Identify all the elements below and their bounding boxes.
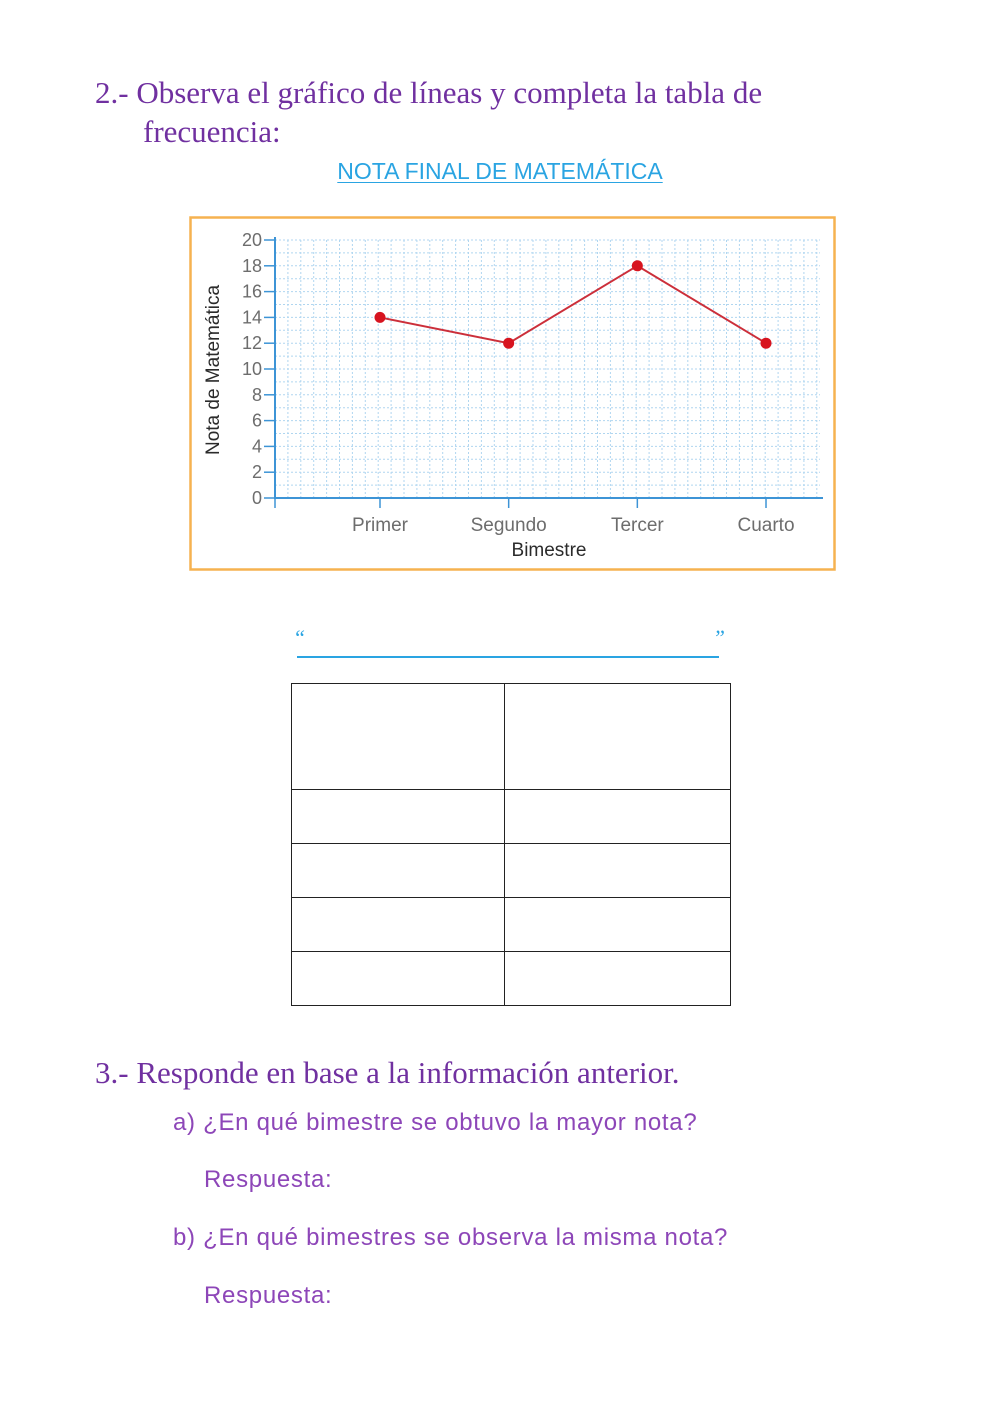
table-cell[interactable] <box>505 790 731 844</box>
y-tick-label-14: 14 <box>241 307 262 328</box>
table-cell[interactable] <box>292 952 505 1006</box>
y-tick-label-8: 8 <box>251 384 262 405</box>
y-tick-label-10: 10 <box>241 359 262 379</box>
question-3b-answer-label: Respuesta: <box>204 1282 333 1309</box>
x-tick-label-segundo: Segundo <box>470 515 547 536</box>
x-tick-label-primer: Primer <box>352 515 408 536</box>
data-point-segundo <box>503 338 514 349</box>
table-title-underline <box>297 656 719 658</box>
table-title-blank <box>293 627 725 658</box>
x-tick-label-cuarto: Cuarto <box>737 515 795 536</box>
table-cell[interactable] <box>505 952 731 1006</box>
y-tick-label-18: 18 <box>241 255 262 276</box>
question-2-heading-continuation: frecuencia: <box>143 114 281 149</box>
table-cell[interactable] <box>505 844 731 898</box>
table-cell[interactable] <box>292 790 505 844</box>
chart-title: NOTA FINAL DE MATEMÁTICA <box>337 158 663 184</box>
table-cell[interactable] <box>292 844 505 898</box>
question-3-heading: 3.- Responde en base a la información anterior. <box>95 1055 680 1090</box>
y-tick-label-6: 6 <box>251 410 262 431</box>
data-point-cuarto <box>761 338 772 349</box>
chart-title-row <box>0 160 1000 186</box>
line-chart <box>189 216 836 571</box>
table-cell[interactable] <box>292 898 505 952</box>
table-header-cell[interactable] <box>505 684 731 790</box>
question-3a-prompt: a) ¿En qué bimestre se obtuvo la mayor nota? <box>173 1109 698 1136</box>
y-tick-label-16: 16 <box>241 281 262 302</box>
data-point-tercer <box>632 260 643 271</box>
y-tick-label-20: 20 <box>241 230 262 250</box>
table-title-input[interactable] <box>309 633 707 655</box>
x-axis-title: Bimestre <box>511 540 587 561</box>
table-cell[interactable] <box>505 898 731 952</box>
question-3a-answer-label: Respuesta: <box>204 1166 333 1193</box>
y-tick-label-4: 4 <box>251 436 262 457</box>
y-tick-label-12: 12 <box>241 333 262 354</box>
frequency-table <box>291 683 731 1006</box>
table-header-cell[interactable] <box>292 684 505 790</box>
question-3b-prompt: b) ¿En qué bimestres se observa la misma nota? <box>173 1224 729 1251</box>
x-tick-label-tercer: Tercer <box>610 515 664 536</box>
y-tick-label-2: 2 <box>251 462 262 483</box>
question-2-heading: 2.- Observa el gráfico de líneas y completa la tabla de <box>95 75 763 110</box>
y-axis-title: Nota de Matemática <box>203 284 224 456</box>
open-quote: “ <box>293 625 306 650</box>
close-quote: ” <box>712 625 725 650</box>
y-tick-label-0: 0 <box>251 488 262 508</box>
data-point-primer <box>375 312 386 323</box>
